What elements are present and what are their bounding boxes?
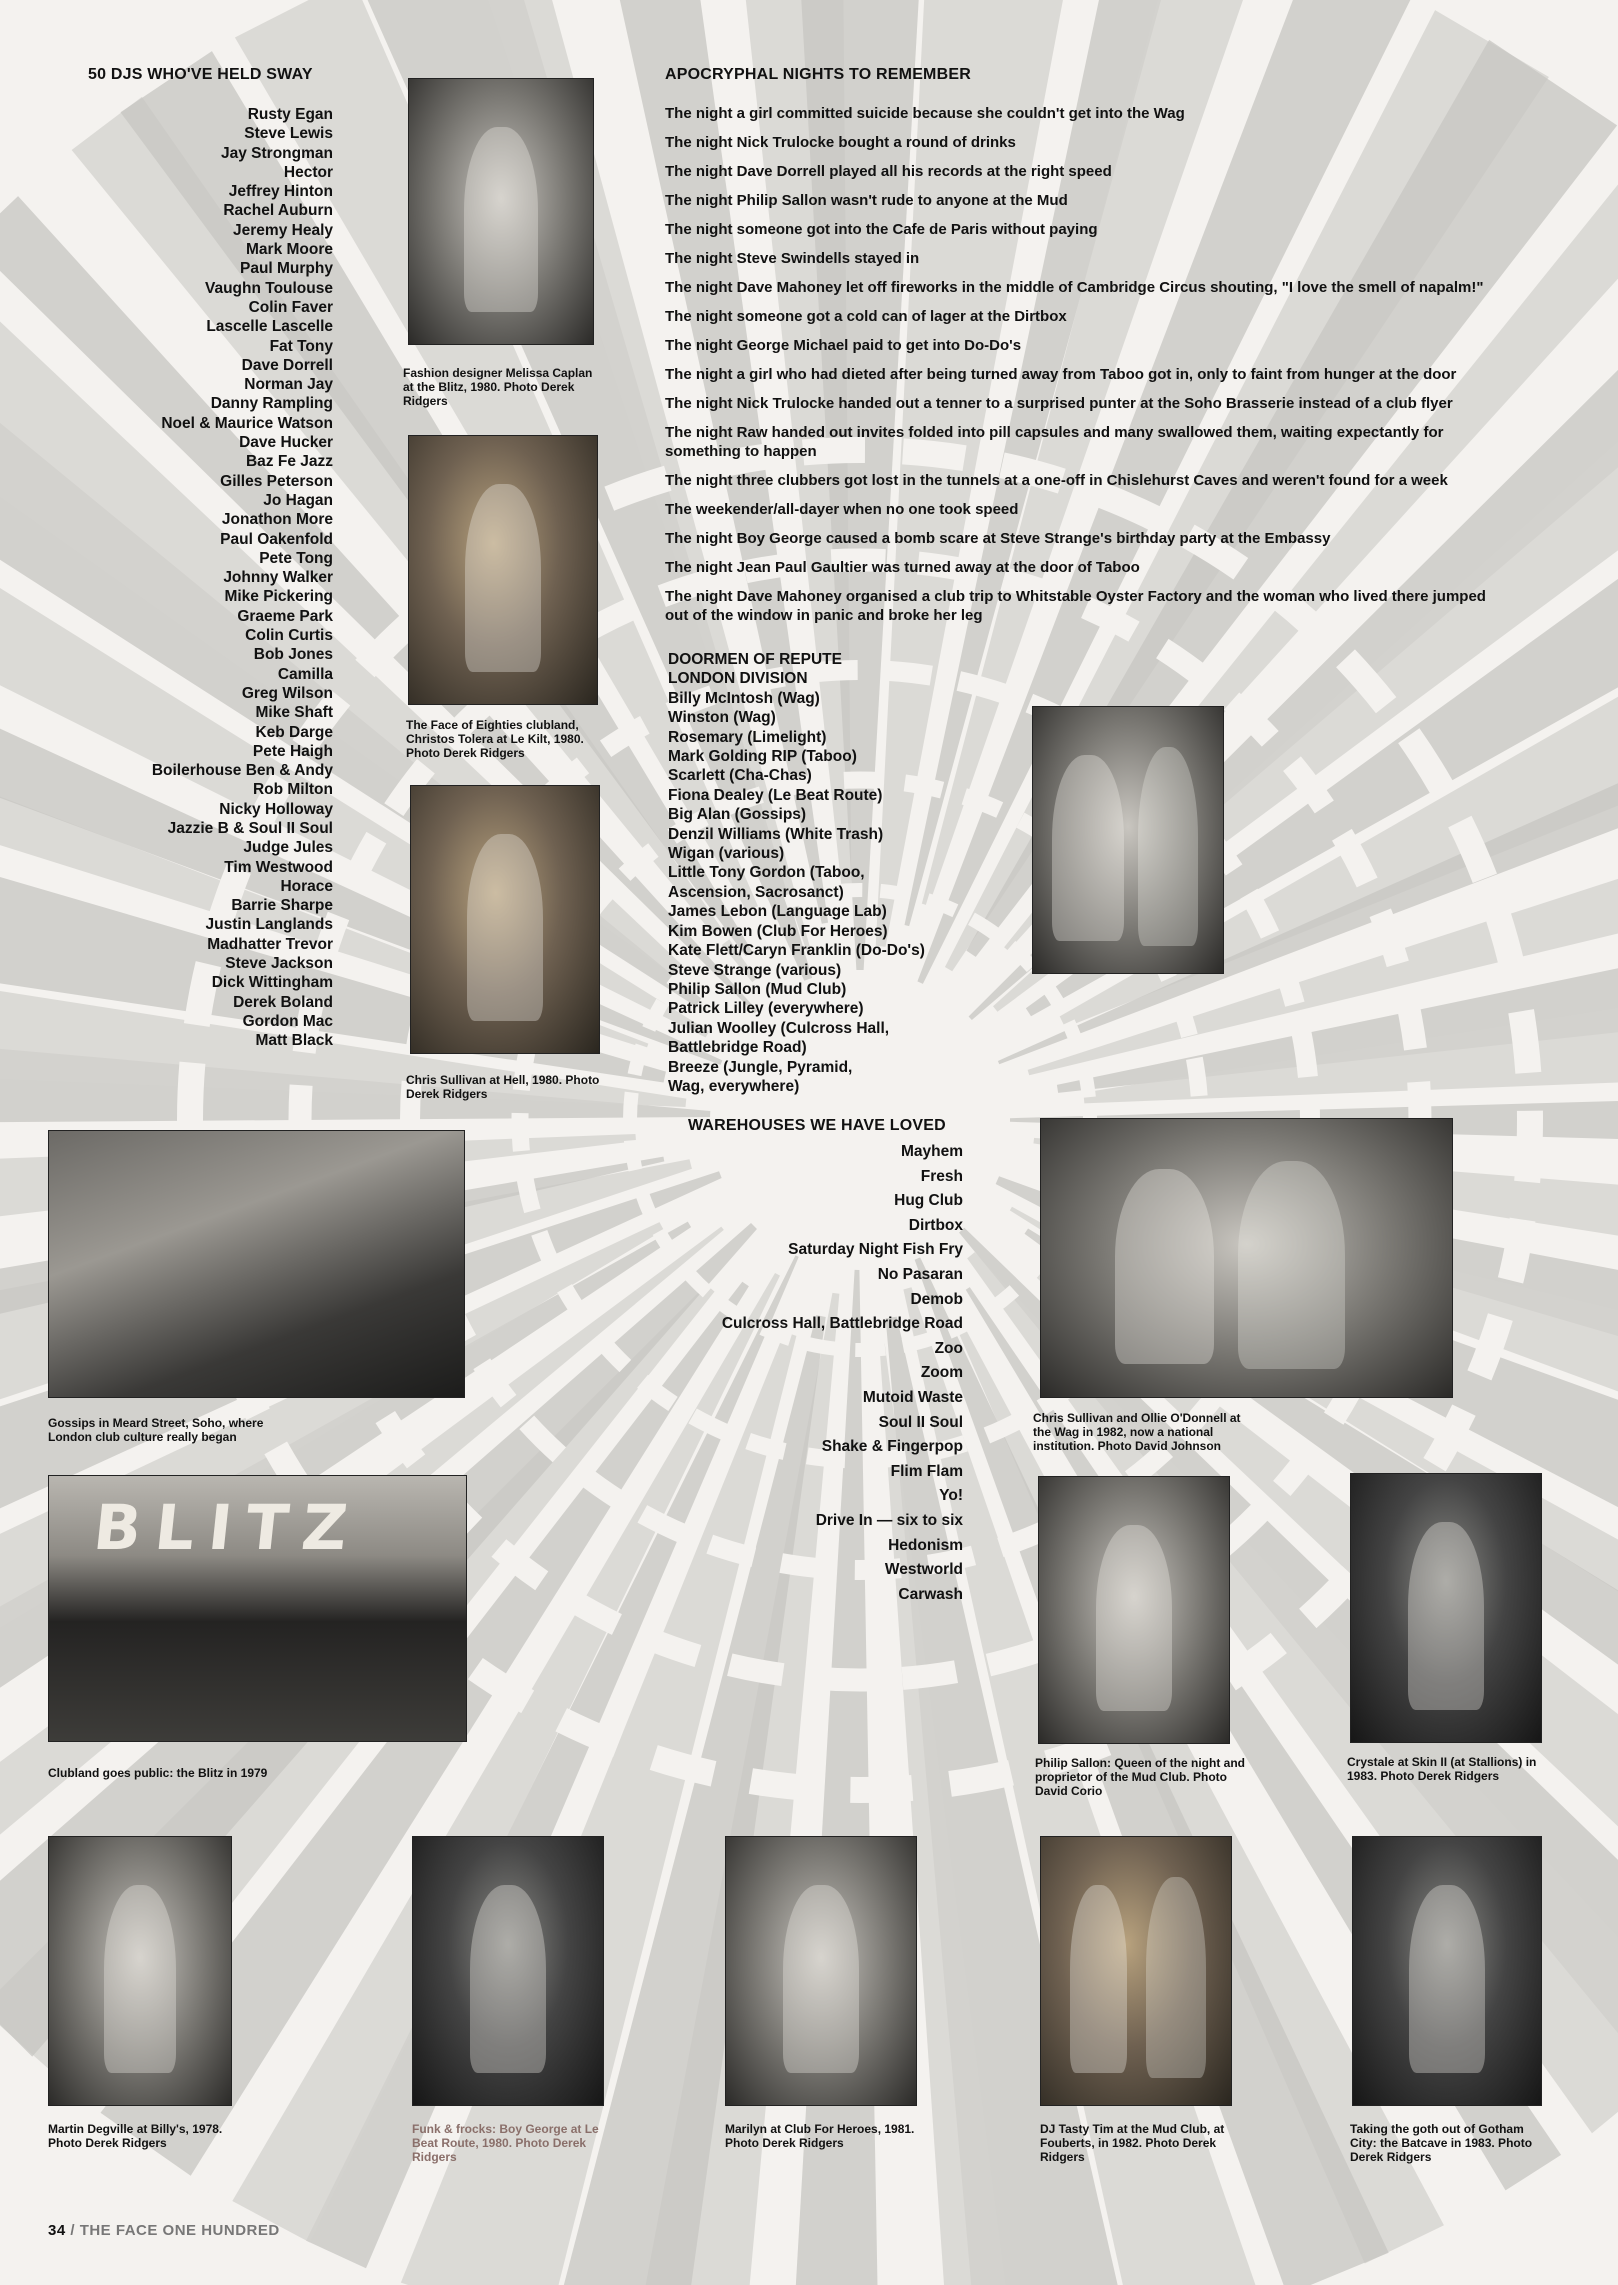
dj-name: Colin Faver	[248, 298, 333, 316]
doormen-heading: DOORMEN OF REPUTE	[668, 651, 842, 668]
page-number: 34	[48, 2222, 66, 2239]
dj-name: Paul Oakenfold	[220, 530, 333, 548]
dj-name: Pete Haigh	[252, 742, 333, 760]
warehouse-name: Hug Club	[894, 1192, 963, 1210]
nights-list	[665, 104, 1505, 635]
nights-heading: APOCRYPHAL NIGHTS TO REMEMBER	[665, 66, 971, 83]
caption-marilyn: Marilyn at Club For Heroes, 1981. Photo Derek Ridgers	[725, 2122, 915, 2150]
dj-name: Camilla	[277, 665, 333, 683]
photo-boy-george	[412, 1836, 604, 2106]
publication-name: / THE FACE ONE HUNDRED	[65, 2222, 280, 2239]
doorman-name: Philip Sallon (Mud Club)	[668, 980, 847, 998]
doorman-name: Denzil Williams (White Trash)	[668, 825, 884, 843]
photo-wag-club	[1040, 1118, 1453, 1398]
dj-name: Greg Wilson	[241, 684, 333, 702]
doorman-name: Big Alan (Gossips)	[668, 806, 807, 824]
doorman-name: Kate Flett/Caryn Franklin (Do-Do's)	[668, 942, 925, 960]
dj-name: Gilles Peterson	[220, 472, 333, 490]
photo-chris-sullivan-hell	[410, 785, 600, 1054]
warehouse-name: Mayhem	[900, 1143, 963, 1160]
doorman-name: Steve Strange (various)	[668, 961, 842, 979]
photo-crystale	[1350, 1473, 1542, 1743]
dj-name: Bob Jones	[253, 646, 333, 664]
night-item: The night Philip Sallon wasn't rude to anyone at the Mud	[665, 192, 1068, 209]
dj-name: Matt Black	[255, 1032, 333, 1050]
warehouse-name: Zoo	[934, 1339, 963, 1357]
photo-christos-tolera	[408, 435, 598, 705]
warehouse-name: Dirtbox	[908, 1216, 963, 1234]
doorman-name: Julian Woolley (Culcross Hall,	[668, 1019, 890, 1037]
dj-name: Rob Milton	[252, 781, 333, 799]
warehouse-name: Saturday Night Fish Fry	[788, 1241, 963, 1259]
djs-heading: 50 DJS WHO'VE HELD SWAY	[88, 66, 313, 83]
dj-name: Jeremy Healy	[233, 221, 333, 239]
caption-batcave: Taking the goth out of Gotham City: the Batcave in 1983. Photo Derek Ridgers	[1350, 2122, 1533, 2164]
night-item: The night three clubbers got lost in the tunnels at a one-off in Chislehurst Caves and weren't found for a week	[665, 472, 1448, 489]
night-item: The night Dave Dorrell played all his records at the right speed	[665, 163, 1112, 180]
dj-name: Boilerhouse Ben & Andy	[151, 762, 333, 780]
dj-name: Dave Dorrell	[241, 356, 333, 374]
dj-name: Steve Jackson	[225, 955, 333, 973]
blitz-sign: BLITZ	[90, 1491, 365, 1564]
caption-martin-degville: Martin Degville at Billy's, 1978. Photo Derek Ridgers	[48, 2122, 223, 2150]
doorman-name: Wigan (various)	[668, 845, 785, 863]
doorman-name: Kim Bowen (Club For Heroes)	[668, 922, 888, 940]
doorman-name: Wag, everywhere)	[668, 1077, 800, 1095]
photo-doormen-couple	[1032, 706, 1224, 974]
dj-name: Rachel Auburn	[223, 202, 333, 220]
warehouse-name: Culcross Hall, Battlebridge Road	[721, 1315, 963, 1333]
dj-name: Paul Murphy	[239, 260, 333, 278]
warehouse-name: Flim Flam	[890, 1462, 963, 1480]
doorman-name: Billy McIntosh (Wag)	[668, 689, 820, 707]
dj-name: Fat Tony	[269, 337, 333, 355]
caption-dj-tasty-tim: DJ Tasty Tim at the Mud Club, at Fouberts, in 1982. Photo Derek Ridgers	[1040, 2122, 1225, 2164]
warehouse-name: Shake & Fingerpop	[821, 1438, 963, 1456]
dj-name: Madhatter Trevor	[207, 935, 333, 953]
doorman-name: Battlebridge Road)	[668, 1039, 807, 1057]
dj-name: Dave Hucker	[239, 434, 333, 452]
dj-name: Johnny Walker	[223, 569, 333, 587]
warehouse-name: Hedonism	[888, 1536, 963, 1554]
caption-blitz: Clubland goes public: the Blitz in 1979	[48, 1766, 268, 1780]
dj-name: Norman Jay	[244, 376, 333, 394]
djs-list	[152, 105, 333, 1051]
dj-name: Jay Strongman	[221, 144, 333, 162]
photo-martin-degville	[48, 1836, 232, 2106]
dj-name: Nicky Holloway	[219, 800, 333, 818]
warehouse-name: Soul II Soul	[878, 1413, 963, 1431]
dj-name: Noel & Maurice Watson	[161, 414, 333, 432]
dj-name: Derek Boland	[233, 993, 333, 1011]
doormen-subheading: LONDON DIVISION	[668, 670, 808, 688]
photo-batcave	[1352, 1836, 1542, 2106]
night-item: The night a girl committed suicide because she couldn't get into the Wag	[665, 105, 1185, 122]
photo-melissa-caplan	[408, 78, 594, 345]
doorman-name: Winston (Wag)	[668, 709, 776, 727]
doorman-name: Breeze (Jungle, Pyramid,	[668, 1058, 853, 1076]
caption-melissa-caplan: Fashion designer Melissa Caplan at the Blitz, 1980. Photo Derek Ridgers	[403, 366, 593, 408]
doorman-name: Little Tony Gordon (Taboo,	[668, 864, 865, 882]
dj-name: Lascelle Lascelle	[206, 318, 333, 336]
warehouse-name: Mutoid Waste	[862, 1388, 963, 1406]
doormen-section	[668, 650, 925, 1096]
dj-name: Barrie Sharpe	[231, 897, 333, 915]
night-item: The night Jean Paul Gaultier was turned away at the door of Taboo	[665, 559, 1140, 576]
warehouse-name: Demob	[910, 1290, 963, 1308]
photo-gossips-meard-street	[48, 1130, 465, 1398]
warehouse-name: No Pasaran	[877, 1265, 963, 1283]
warehouse-name: Westworld	[884, 1561, 963, 1579]
night-item: The night Nick Trulocke handed out a tenner to a surprised punter at the Soho Brasserie instead of a club flyer	[665, 395, 1453, 412]
dj-name: Jo Hagan	[263, 491, 333, 509]
page-footer	[48, 2222, 280, 2239]
warehouse-name: Fresh	[920, 1167, 963, 1185]
photo-blitz-club	[48, 1475, 467, 1742]
warehouse-name: Zoom	[920, 1364, 963, 1382]
doorman-name: James Lebon (Language Lab)	[668, 903, 887, 921]
photo-philip-sallon	[1038, 1476, 1230, 1744]
dj-name: Tim Westwood	[224, 858, 333, 876]
dj-name: Jeffrey Hinton	[228, 183, 333, 201]
night-item: The night Boy George caused a bomb scare at Steve Strange's birthday party at the Embassy	[665, 530, 1331, 547]
night-item: The night Dave Mahoney organised a club trip to Whitstable Oyster Factory and the woman who lived there jumped out of the window in panic and broke her leg	[665, 588, 1486, 624]
dj-name: Mike Pickering	[224, 588, 333, 606]
warehouse-name: Carwash	[898, 1585, 963, 1603]
night-item: The night Dave Mahoney let off fireworks in the middle of Cambridge Circus shouting, "I love the smell of napalm!"	[665, 279, 1484, 296]
caption-gossips: Gossips in Meard Street, Soho, where London club culture really began	[48, 1416, 264, 1444]
caption-christos-tolera: The Face of Eighties clubland, Christos Tolera at Le Kilt, 1980. Photo Derek Ridgers	[406, 718, 584, 760]
dj-name: Graeme Park	[237, 607, 333, 625]
photo-marilyn	[725, 1836, 917, 2106]
doormen-list	[668, 689, 925, 1097]
doorman-name: Fiona Dealey (Le Beat Route)	[668, 786, 883, 804]
caption-chris-sullivan-hell: Chris Sullivan at Hell, 1980. Photo Derek Ridgers	[406, 1073, 600, 1101]
dj-name: Rusty Egan	[247, 106, 333, 123]
night-item: The night Steve Swindells stayed in	[665, 250, 920, 267]
dj-name: Judge Jules	[243, 839, 333, 857]
dj-name: Gordon Mac	[242, 1012, 333, 1030]
doorman-name: Patrick Lilley (everywhere)	[668, 1000, 864, 1018]
photo-dj-tasty-tim	[1040, 1836, 1232, 2106]
night-item: The weekender/all-dayer when no one took speed	[665, 501, 1019, 518]
warehouses-list	[722, 1140, 963, 1607]
dj-name: Mike Shaft	[255, 704, 333, 722]
dj-name: Colin Curtis	[245, 627, 333, 645]
warehouse-name: Drive In — six to six	[815, 1511, 963, 1529]
dj-name: Jazzie B & Soul II Soul	[167, 819, 333, 837]
dj-name: Horace	[280, 877, 333, 895]
night-item: The night George Michael paid to get into Do-Do's	[665, 337, 1022, 354]
dj-name: Justin Langlands	[205, 916, 333, 934]
dj-name: Keb Darge	[255, 723, 333, 741]
dj-name: Jonathon More	[221, 511, 333, 529]
caption-wag: Chris Sullivan and Ollie O'Donnell at the Wag in 1982, now a national institution. Photo David Johnson	[1033, 1411, 1241, 1453]
warehouses-heading: WAREHOUSES WE HAVE LOVED	[688, 1117, 946, 1134]
dj-name: Danny Rampling	[210, 395, 333, 413]
night-item: The night Nick Trulocke bought a round of drinks	[665, 134, 1016, 151]
doorman-name: Ascension, Sacrosanct)	[668, 883, 844, 901]
dj-name: Mark Moore	[246, 241, 333, 259]
dj-name: Dick Wittingham	[211, 974, 333, 992]
dj-name: Steve Lewis	[244, 125, 333, 143]
caption-crystale: Crystale at Skin II (at Stallions) in 1983. Photo Derek Ridgers	[1347, 1755, 1537, 1783]
dj-name: Baz Fe Jazz	[245, 453, 333, 471]
doorman-name: Rosemary (Limelight)	[668, 728, 827, 746]
dj-name: Pete Tong	[259, 549, 333, 567]
doorman-name: Scarlett (Cha-Chas)	[668, 767, 812, 785]
warehouse-name: Yo!	[939, 1487, 963, 1505]
caption-boy-george: Funk & frocks: Boy George at Le Beat Route, 1980. Photo Derek Ridgers	[412, 2122, 599, 2164]
doorman-name: Mark Golding RIP (Taboo)	[668, 748, 857, 766]
dj-name: Vaughn Toulouse	[204, 279, 333, 297]
night-item: The night someone got into the Cafe de Paris without paying	[665, 221, 1098, 238]
dj-name: Hector	[283, 163, 333, 181]
night-item: The night Raw handed out invites folded into pill capsules and many swallowed them, waiting expectantly for something to happen	[665, 424, 1444, 460]
night-item: The night someone got a cold can of lager at the Dirtbox	[665, 308, 1067, 325]
night-item: The night a girl who had dieted after being turned away from Taboo got in, only to faint from hunger at the door	[665, 366, 1457, 383]
caption-philip-sallon: Philip Sallon: Queen of the night and proprietor of the Mud Club. Photo David Corio	[1035, 1756, 1245, 1798]
